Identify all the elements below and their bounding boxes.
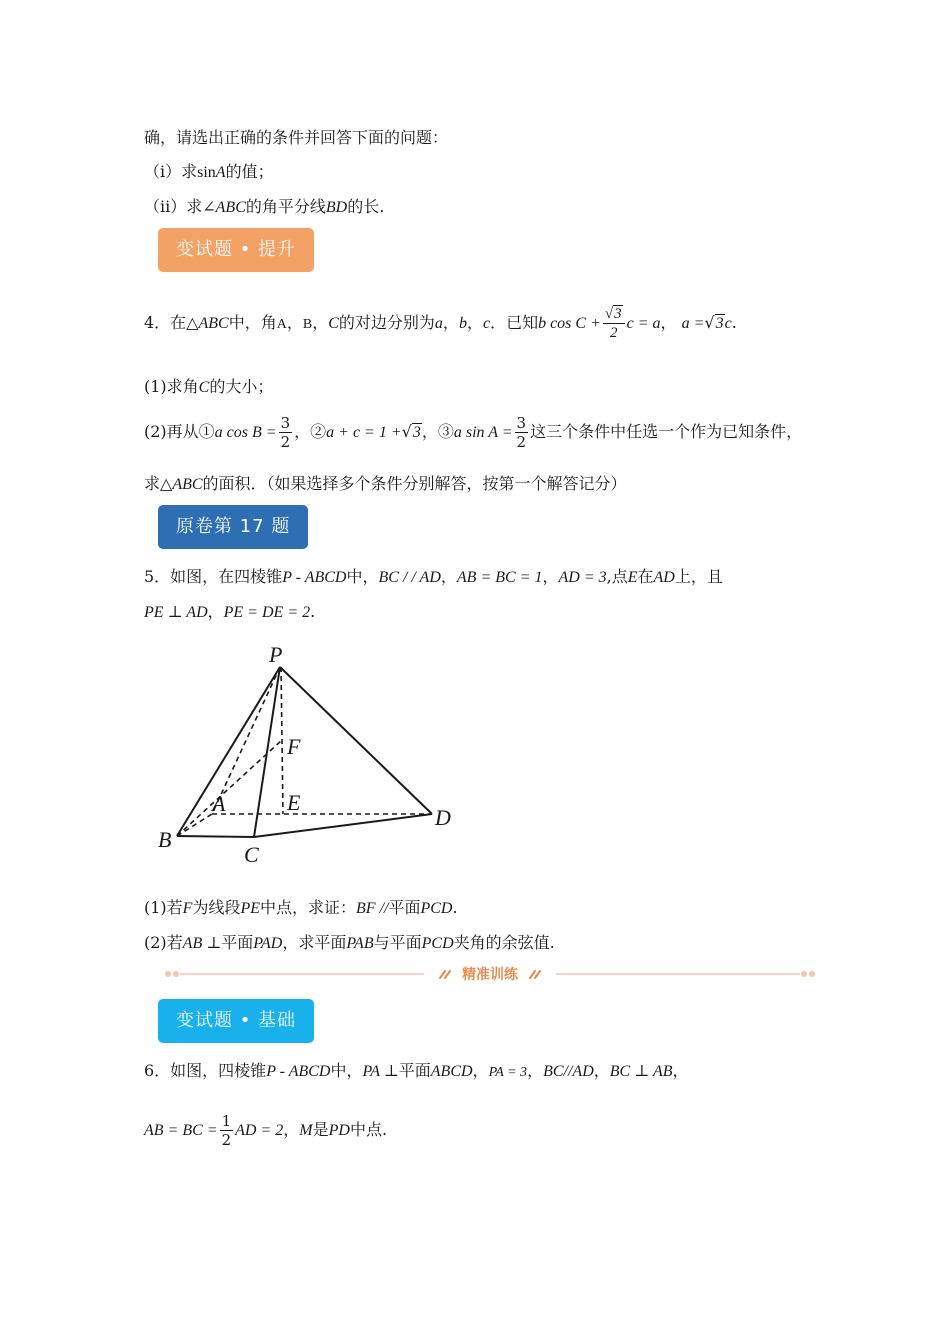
- intro-line-1: 确，请选出正确的条件并回答下面的问题：: [144, 128, 449, 147]
- q5-line-1: 5．如图，在四棱锥P - ABCD中，BC / / AD，AB = BC = 1，AD = 3,点E在AD上，且: [144, 567, 723, 586]
- q4-part-3: 求△ABC的面积．（如果选择多个条件分别解答，按第一个解答记分）: [144, 474, 627, 493]
- q5-part-2: (2)若AB ⊥平面PAD，求平面PAB与平面PCD夹角的余弦值.: [144, 933, 555, 952]
- badge-original-q17: 原卷第 17 题: [158, 505, 308, 549]
- q4-line-1: 4．在△ABC中，角A，B，C的对边分别为a，b，c．已知b cos C + $\frac{√3}{2}$ c = a， a =√3c.: [144, 306, 737, 341]
- segment-pe: [281, 667, 283, 814]
- label-p: P: [269, 642, 283, 667]
- edge-pc: [254, 667, 280, 837]
- badge-variant-advanced: 变试题 • 提升: [158, 228, 314, 272]
- badge-variant-basic: 变试题 • 基础: [158, 999, 314, 1043]
- q5-part-1: (1)若F为线段PE中点，求证：BF //平面PCD.: [144, 898, 458, 917]
- divider-label: 精准训练: [462, 967, 518, 983]
- q4-part-1: (1)求角C的大小；: [144, 377, 274, 396]
- label-e: E: [287, 790, 301, 815]
- label-d: D: [435, 805, 451, 830]
- q6-line-2: AB = BC = $\frac{1}{2}$ AD = 2，M是PD中点.: [144, 1112, 388, 1149]
- intro-line-3: （ii）求∠ABC的角平分线BD的长.: [144, 197, 385, 216]
- section-divider: [162, 963, 818, 985]
- label-f: F: [287, 734, 301, 759]
- edge-pd: [280, 667, 432, 814]
- q5-line-2: PE ⊥ AD，PE = DE = 2.: [144, 602, 316, 621]
- q6-line-1: 6．如图，四棱锥P - ABCD中，PA ⊥平面ABCD，PA = 3，BC//AD，BC ⊥ AB，: [144, 1061, 689, 1080]
- edge-pb: [177, 667, 280, 836]
- pyramid-figure: [150, 638, 470, 870]
- intro-line-2: （i）求sinA的值；: [144, 162, 274, 181]
- edge-cd: [254, 814, 432, 837]
- label-c: C: [244, 842, 259, 867]
- segment-bf: [177, 740, 282, 836]
- edge-ba: [177, 814, 212, 836]
- q4-part-2: (2)再从①a cos B = $\frac{3}{2}$ ，②a + c = 1 +√3，③a sin A = $\frac{3}{2}$ 这三个条件中任选一个作为已知条件，: [144, 414, 803, 451]
- edge-bc: [177, 836, 254, 837]
- label-b: B: [158, 827, 172, 852]
- label-a: A: [212, 791, 226, 816]
